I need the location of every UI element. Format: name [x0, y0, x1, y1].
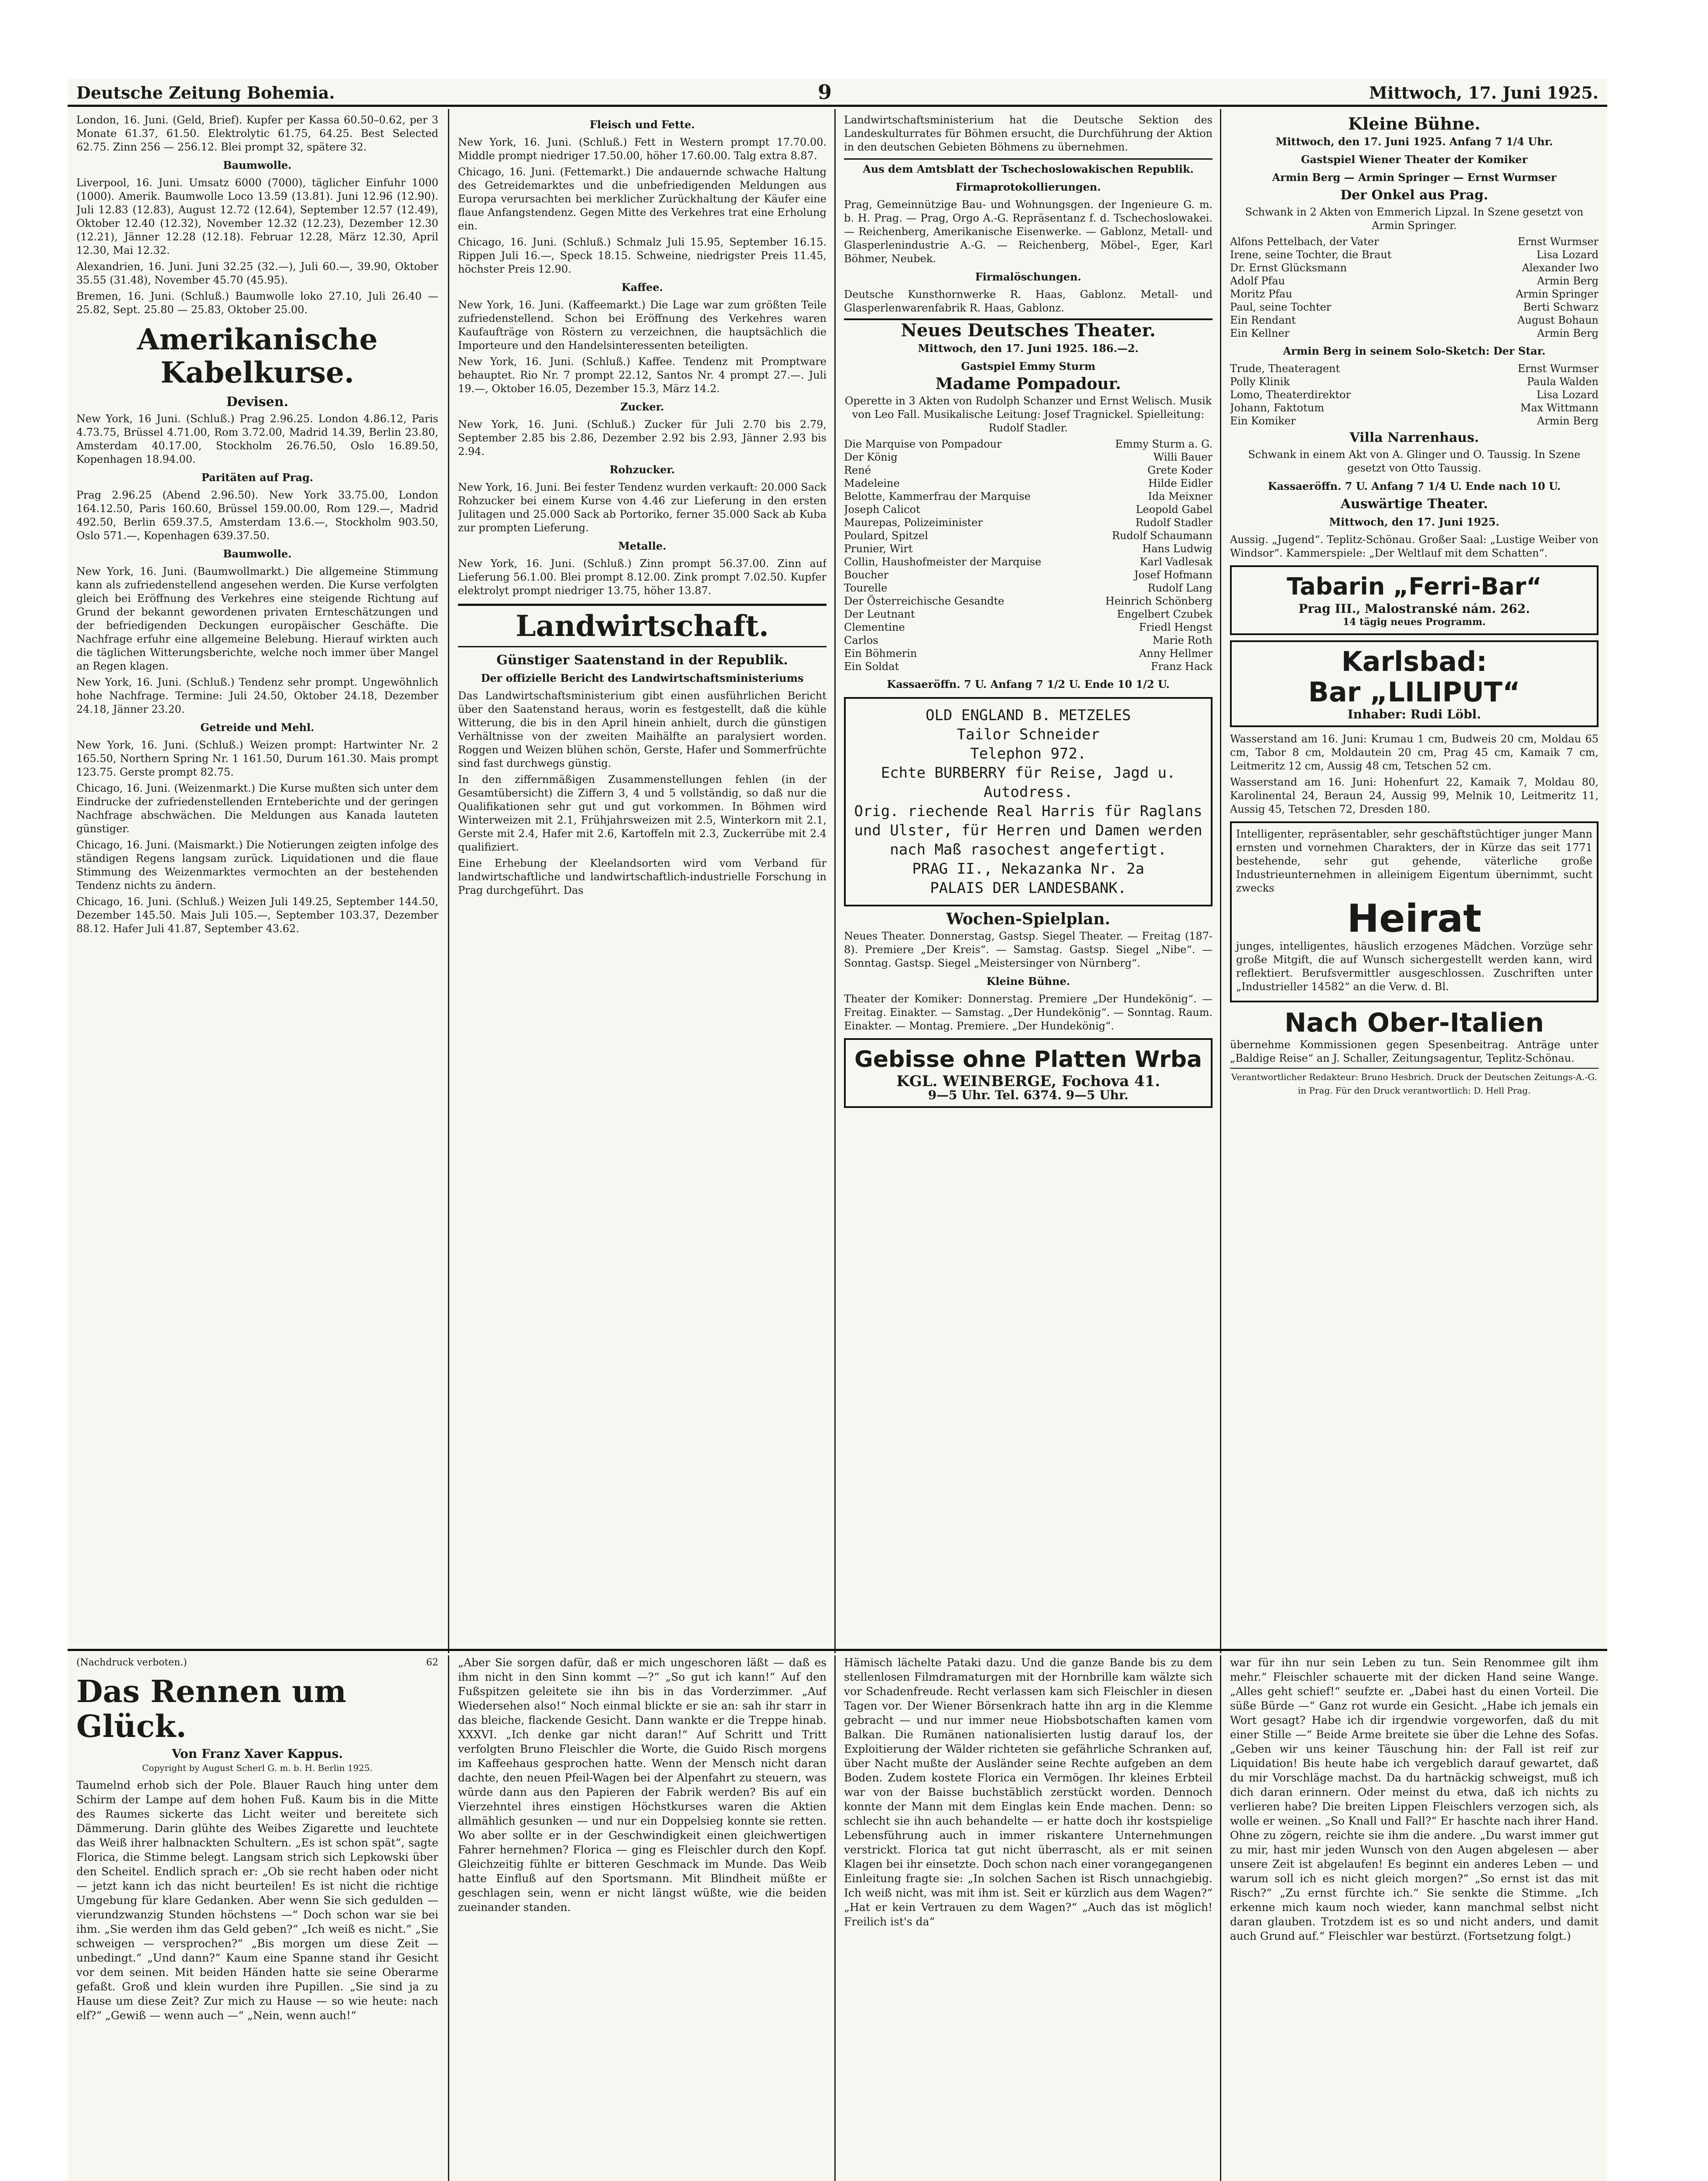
cast-row: [1230, 327, 1599, 340]
section-heading: Getreide und Mehl.: [200, 721, 314, 734]
actor-name: Lisa Lozard: [1536, 389, 1599, 401]
cast-row: [1230, 274, 1599, 287]
theater-text: Aussig. „Jugend“. Teplitz-Schönau. Großer Saal: „Lustige Weiber von Windsor“. Kammerspiele: „Der Weltlauf mit dem Schatten“.: [1230, 533, 1599, 559]
section-heading: Firmaprotokollierungen.: [956, 181, 1101, 193]
role-name: Joseph Calicot: [844, 503, 920, 516]
role-name: Johann, Faktotum: [1230, 402, 1324, 414]
role-name: Der König: [844, 451, 898, 463]
ad-title: Heirat: [1347, 896, 1482, 941]
theater-date: Mittwoch, den 17. Juni 1925. 186.—2.: [918, 342, 1139, 355]
theater-heading: Kleine Bühne.: [1348, 114, 1481, 133]
masthead: [68, 79, 1607, 107]
play-credits: Schwank in 2 Akten von Emmerich Lipzal. In Szene gesetzt von Armin Springer.: [1245, 206, 1584, 232]
column-rule: [834, 1655, 836, 2181]
role-name: Lomo, Theaterdirektor: [1230, 389, 1351, 401]
tailor-ad: [844, 697, 1213, 906]
role-name: Der Leutnant: [844, 608, 915, 620]
water-level-text: Wasserstand am 16. Juni: Krumau 1 cm, Budweis 20 cm, Moldau 65 cm, Tabor 8 cm, Moldautein 20 cm, Prag 45 cm, Kamaik 7 cm, Leitmeritz 12 cm, Aussig 48 cm, Tetschen 52 cm.: [1230, 733, 1599, 772]
ad-line: PRAG II., Nekazanka Nr. 2a: [912, 860, 1144, 878]
cast-row: [1230, 301, 1599, 314]
paper-name: Deutsche Zeitung Bohemia.: [76, 83, 335, 103]
cast-row: [844, 516, 1213, 529]
actor-name: Armin Berg: [1537, 275, 1599, 287]
actor-name: Josef Hofmann: [1134, 569, 1213, 581]
actor-name: Armin Berg: [1537, 415, 1599, 427]
market-report: New York, 16. Juni. (Schluß.) Tendenz sehr prompt. Ungewöhnlich hohe Nachfrage. Termine: Juli 24.50, Oktober 24.18, Dezember 24.18, Jänner 23.20.: [76, 676, 438, 715]
market-report: Liverpool, 16. Juni. Umsatz 6000 (7000), täglicher Einfuhr 1000 (1000). Amerik. Baumwolle Loco 13.59 (13.81). Juni 12.96 (12.90). Juli 12.83 (12.83), August 12.72 (12.64), September 12.57 (12.49), Oktober 12.40 (12.32), November 12.32 (12.23), Dezember 12.30 (12.21), Jänner 12.28 (12.18). Februar 12.28, März 12.30, April 12.30, Mai 12.32.: [76, 177, 438, 256]
role-name: Irene, seine Tochter, die Braut: [1230, 249, 1392, 261]
schedule-text: Neues Theater. Donnerstag, Gastsp. Siegel Theater. — Freitag (187-8). Premiere „Der Kreis“. — Samstag. Gastsp. Siegel „Nibe“. — Sonntag. Gastsp. Siegel „Meistersinger von Nürnberg“.: [844, 930, 1213, 969]
actor-name: Heinrich Schönberg: [1105, 595, 1213, 607]
role-name: Ein Böhmerin: [844, 647, 917, 660]
reprint-note: (Nachdruck verboten.): [76, 1657, 187, 1668]
theater-date: Mittwoch, den 17. Juni 1925. Anfang 7 1/4 Uhr.: [1275, 135, 1553, 148]
section-heading: Devisen.: [226, 394, 289, 410]
role-name: Trude, Theateragent: [1230, 362, 1340, 375]
article-text: In den ziffernmäßigen Zusammenstellungen fehlen (in der Gesamtübersicht) die Ziffern 3, 4 und 5 vollständig, so daß nur die Qualifikationen sehr gut und gut vorkommen. In Böhmen wird Winterweizen mit 2.1, Frühjahrsweizen mit 2.5, Winterkorn mit 2.1, Gerste mit 2.4, Hafer mit 2.6, Kartoffeln mit 2.3, Zuckerrübe mit 2.4 qualifiziert.: [458, 773, 827, 853]
ad-note: 14 tägig neues Programm.: [1342, 616, 1486, 628]
actor-name: Ernst Wurmser: [1517, 362, 1599, 375]
section-heading: Aus dem Amtsblatt der Tschechoslowakischen Republik.: [844, 158, 1213, 176]
cast-row: [844, 568, 1213, 581]
novel-text: war für ihn nur sein Leben zu tun. Sein Renommee gilt ihm mehr.“ Fleischler schauerte mit der dicken Hand seine Wange. „Alles geht schief!“ seufzte er. „Dabei hast du einen Vorteil. Die süße Bürde —“ Ganz rot wurde ein Gesicht. „Habe ich jemals ein Wort gesagt? Habe ich dir irgendwie vorgeworfen, daß du mit einer Stille —“ Beide Arme breitete sie über die Lehne des Sofas. „Geben wir uns keiner Täuschung hin: der Fall ist reif zur Liquidation! Bis heute habe ich vergeblich darauf gewartet, daß du mir Vorschläge machst. Da du hartnäckig schweigst, muß ich dich daran erinnern. Oder meinst du etwa, daß ich nichts zu verlieren habe? Die breiten Lippen Fleischlers verzogen sich, als wolle er weinen. „So Knall und Fall?“ Er haschte nach ihrer Hand. Ohne zu zögern, reichte sie ihm die andere. „Du warst immer gut zu mir, hast mir jeden Wunsch von den Augen abgelesen — aber unsere Zeit ist abgelaufen! Es beginnt ein anderes Leben — und warum soll ich es nicht gleich morgen?“ „So ernst ist das mit Risch?“ „Zu ernst fürchte ich.“ Sie senkte die Stimme. „Ich erkenne mich kaum noch wieder, kann manchmal selbst nicht daran glauben. Trotzdem ist es so und nicht anders, und damit auch Grund auf.“ Fleischler war bestürzt. (Fortsetzung folgt.): [1230, 1656, 1599, 1942]
section-heading: Zucker.: [620, 400, 664, 413]
actor-name: Lisa Lozard: [1536, 249, 1599, 261]
role-name: Clementine: [844, 621, 905, 633]
cast-row: [844, 490, 1213, 503]
actor-name: Anny Hellmer: [1139, 647, 1213, 660]
dentist-ad: [844, 1038, 1213, 1108]
novel-text: Taumelnd erhob sich der Pole. Blauer Rauch hing unter dem Schirm der Lampe auf dem hohen Fuß. Kaum bis in die Mitte des Raumes sickerte das Licht weiter und bereitete sich Dämmerung. Darin glühte des Weibes Zigarette und leuchtete das Weiß ihrer halbnackten Schultern. „Es ist schon spät“, sagte Florica, die Stimme belegt. Langsam strich sich Lepkowski über den Scheitel. Endlich sprach er: „Ob sie recht haben oder nicht — jetzt kann ich das nicht beurteilen! Es ist nicht die richtige Umgebung für klare Gedanken. Aber wenn Sie sich gedulden — vierundzwanzig Stunden höchstens —“ Doch schon war sie bei ihm. „Sie werden ihm das Geld geben?“ „Ich weiß es nicht.“ „Sie schweigen — versprochen?“ „Bis morgen um diese Zeit — unbedingt.“ „Und dann?“ Kaum eine Spanne stand ihr Gesicht vor dem seinen. Mit beiden Händen hatte sie seine Oberarme gefaßt. Groß und klein wurden ihre Pupillen. „Sie sind ja zu Hause um diese Zeit? Zur mich zu Hause — so wie heute: nach elf?“ „Gewiß — wenn auch —“ „Nein, wenn auch!“: [76, 1779, 438, 2022]
serial-column: [458, 1655, 827, 2181]
notice-text: Prag, Gemeinnützige Bau- und Wohnungsgen. der Ingenieure G. m. b. H. Prag. — Prag, Orgo A.-G. Repräsentanz f. d. Tschechoslowakei. — Reichenberg, Amerikanische Eisenwerke. — Gablonz, Metall- und Glasperlenindustrie A.-G. — Reichenberg, Möbel-, Eger, Karl Böhmer, Neubek.: [844, 198, 1213, 265]
novel-text: „Aber Sie sorgen dafür, daß er mich ungeschoren läßt — daß es ihm nicht in den Sinn kommt —?“ „So gut ich kann!“ Auf den Fußspitzen geleitete sie ihn bis in das Vorderzimmer. „Auf Wiedersehen also!“ Noch einmal blickte er sie an: sah ihr starr in das bleiche, flackende Gesicht. Dann wankte er die Treppe hinab. XXXVI. „Ich denke gar nicht daran!“ Auf Schritt und Tritt verfolgten Bruno Fleischler die Worte, die Guido Risch morgens im Kaffeehaus gesprochen hatte. Wenn der Mensch nicht daran dachte, den neuen Pfeil-Wagen bei der Alpenfahrt zu steuern, was würde dann aus den Papieren der Fabrik werden? Bis auf ein Vierzehntel ihres einstigen Höchstkurses waren die Aktien allmählich gesunken — und nur ein Doppelsieg konnte sie retten. Wo aber sollte er in der Geschwindigkeit einen gleichwertigen Fahrer hernehmen? Florica — ging es Fleischler durch den Kopf. Gleichzeitig fühlte er bitteren Geschmack im Munde. Das Weib hatte Einfluß auf den Sportsmann. Mit Blindheit müßte er geschlagen sein, wenn er nicht längst wüßte, wie die beiden zueinander standen.: [458, 1656, 827, 1914]
actor-name: Hilde Eidler: [1148, 477, 1213, 489]
role-name: Belotte, Kammerfrau der Marquise: [844, 490, 1031, 503]
actor-name: Rudolf Schaumann: [1112, 530, 1213, 542]
serial-column: [844, 1655, 1213, 2181]
cast-row: [844, 503, 1213, 516]
actor-name: Emmy Sturm a. G.: [1115, 438, 1213, 450]
theater-heading: Auswärtige Theater.: [1340, 496, 1488, 512]
novel-author: Von Franz Xaver Kappus.: [171, 1747, 343, 1761]
column-rule: [834, 109, 836, 1653]
market-column: [76, 113, 438, 1640]
market-report: Chicago, 16. Juni. (Schluß.) Schmalz Juli 15.95, September 16.15. Rippen Juli 16.—, Speck 18.15. Schweine, niedrigster Preis 11.45, höchster Preis 12.90.: [458, 236, 827, 275]
actor-name: Marie Roth: [1152, 634, 1213, 646]
actor-name: Franz Hack: [1151, 660, 1213, 673]
weekly-schedule-heading: Wochen-Spielplan.: [946, 910, 1110, 928]
article-text: Eine Erhebung der Kleelandsorten wird vom Verband für landwirtschaftliche und landwirtschaftlich-industrielle Forschung in Prag durchgeführt. Das: [458, 857, 827, 896]
role-name: Tourelle: [844, 582, 888, 594]
copyright: Copyright by August Scherl G. m. b. H. Berlin 1925.: [142, 1763, 373, 1773]
ad-line: OLD ENGLAND B. METZELES: [926, 707, 1131, 724]
section-heading: Baumwolle.: [223, 159, 292, 171]
article-text: Das Landwirtschaftsministerium gibt einen ausführlichen Bericht über den Saatenstand heraus, worin es festgestellt, daß die kühle Witterung, die bis in den April hinein anhielt, durch die günstigen Verhältnisse von der zweiten Maihälfte an paralysiert worden. Roggen und Weizen blühen schön, Gerste, Hafer und Sommerfrüchte sind fast durchwegs günstig.: [458, 690, 827, 769]
serial-column: [1230, 1655, 1599, 2181]
column-rule: [1220, 109, 1221, 1653]
role-name: Ein Kellner: [1230, 327, 1290, 339]
tabarin-ad: [1230, 565, 1599, 635]
role-name: Poulard, Spitzel: [844, 530, 928, 542]
ad-text: Intelligenter, repräsentabler, sehr geschäftstüchtiger junger Mann ernsten und vornehmen Charakters, der in Kürze das seit 1771 bestehende, sehr gut gehende, väterliche große Industrieunternehmen in alleinigem Eigentum übernimmt, sucht zwecks: [1236, 828, 1592, 894]
role-name: Polly Klinik: [1230, 376, 1290, 388]
market-report: New York, 16. Juni. (Schluß.) Zucker für Juli 2.70 bis 2.79, September 2.85 bis 2.86, Dezember 2.92 bis 2.93, Jänner 2.93 bis 2.94.: [458, 418, 827, 458]
novel-title: Das Rennen um Glück.: [76, 1673, 347, 1744]
market-report: London, 16. Juni. (Geld, Brief). Kupfer per Kassa 60.50–0.62, per 3 Monate 61.37, 61.50. Elektrolytic 61.75, 64.25. Best Selected 62.75. Zinn 256 — 256.12. Blei prompt 32, spätere 32.: [76, 114, 438, 153]
article-text: Landwirtschaftsministerium hat die Deutsche Sektion des Landeskulturrates für Böhmen ersucht, die Durchführung der Aktion in den deutschen Gebieten Böhmens zu übernehmen.: [844, 114, 1213, 153]
italy-ad-title: Nach Ober-Italien: [1284, 1008, 1544, 1038]
role-name: Prunier, Wirt: [844, 543, 913, 555]
role-name: Moritz Pfau: [1230, 288, 1292, 300]
actor-name: Max Wittmann: [1520, 402, 1599, 414]
role-name: René: [844, 464, 871, 476]
notices-column: [844, 113, 1213, 1640]
column-rule: [448, 1655, 449, 2181]
cast-row: [1230, 248, 1599, 261]
market-report: Chicago, 16. Juni. (Fettemarkt.) Die andauernde schwache Haltung des Getreidemarktes und die unbefriedigenden Meldungen aus Europa verursachten bei merklicher Zurückhaltung der Käufer eine flaue Anfangstendenz. Gegen Mitte des Verkehres trat eine Erholung ein.: [458, 166, 827, 232]
market-report: New York, 16. Juni. Bei fester Tendenz wurden verkauft: 20.000 Sack Rohzucker bei einem Kurse von 4.46 zur Lieferung in den ersten Julitagen und 25.000 Sack ab Portoriko, ferner 35.000 Sack ab Kuba zur prompten Lieferung.: [458, 481, 827, 534]
play-title: Madame Pompadour.: [935, 375, 1121, 393]
cast-row: [1230, 388, 1599, 401]
section-heading: Rohzucker.: [609, 463, 675, 476]
cast-row: [1230, 261, 1599, 274]
market-report: Chicago, 16. Juni. (Maismarkt.) Die Notierungen zeigten infolge des ständigen Regens langsam zurück. Liquidationen und die flaue Stimmung des Weizenmarktes vermochten an der bestehenden Tendenz nichts zu ändern.: [76, 839, 438, 892]
actor-name: Friedl Hengst: [1139, 621, 1213, 633]
italy-ad-text: übernehme Kommissionen gegen Spesenbeitrag. Anträge unter „Baldige Reise“ an J. Schaller, Zeitungsagentur, Teplitz-Schönau.: [1230, 1039, 1599, 1064]
theater-guest: Gastspiel Wiener Theater der Komiker: [1301, 153, 1528, 166]
ad-line: Tailor Schneider: [956, 726, 1100, 743]
article-subhead: Der offizielle Bericht des Landwirtschaftsministeriums: [481, 672, 804, 684]
ad-owner: Inhaber: Rudi Löbl.: [1347, 707, 1481, 721]
market-report: New York, 16. Juni. (Schluß.) Zinn prompt 56.37.00. Zinn auf Lieferung 56.1.00. Blei prompt 8.12.00. Zink prompt 7.02.50. Kupfer elektrolyt prompt niedriger 13.75, höher 13.87.: [458, 557, 827, 597]
role-name: Maurepas, Polizeiminister: [844, 516, 983, 529]
water-level-text: Wasserstand am 16. Juni: Hohenfurt 22, Kamaik 7, Moldau 80, Karolinental 24, Beraun 24, Aussig 99, Melnik 10, Leitmeritz 11, Aussig 45, Tetschen 72, Dresden 180.: [1230, 776, 1599, 815]
role-name: Ein Soldat: [844, 660, 899, 673]
section-heading: Metalle.: [618, 540, 666, 552]
market-report: New York, 16. Juni. (Schluß.) Kaffee. Tendenz mit Promptware behauptet. Rio Nr. 7 prompt 22.12, Santos Nr. 4 prompt 27.—. Juli 19.—, Oktober 16.05, Dezember 15.3, März 14.2.: [458, 356, 827, 395]
role-name: Die Marquise von Pompadour: [844, 438, 1002, 450]
theater-date: Mittwoch, den 17. Juni 1925.: [1329, 516, 1500, 528]
section-heading: Baumwolle.: [223, 547, 292, 560]
cast-row: [844, 595, 1213, 608]
section-heading: Firmalöschungen.: [975, 270, 1082, 283]
role-name: Madeleine: [844, 477, 900, 489]
section-heading: Kaffee.: [621, 281, 663, 294]
cast-row: [844, 477, 1213, 490]
actor-name: Rudolf Lang: [1148, 582, 1213, 594]
serial-column: [76, 1655, 438, 2181]
role-name: Ein Komiker: [1230, 415, 1296, 427]
schedule-text: Theater der Komiker: Donnerstag. Premiere „Der Hundekönig“. — Freitag. Einakter. — Samstag. „Der Hundekönig“. — Sonntag. Raum. Einakter. — Montag. Premiere. „Der Hundekönig“.: [844, 993, 1213, 1032]
cast-list: [1230, 235, 1599, 340]
actor-name: August Bohaun: [1517, 314, 1599, 326]
issue-date: Mittwoch, 17. Juni 1925.: [1369, 83, 1599, 103]
cast-row: [1230, 401, 1599, 414]
market-report: New York, 16 Juni. (Schluß.) Prag 2.96.25. London 4.86.12, Paris 4.73.75, Brüssel 4.71.00, Rom 3.72.00, Madrid 14.39, Berlin 23.80, Amsterdam 40.17.00, Stockholm 26.76.50, Oslo 16.89.50, Kopenhagen 18.94.00.: [76, 413, 438, 465]
ad-text: junges, intelligentes, häuslich erzogenes Mädchen. Vorzüge sehr große Mitgift, die auf Wunsch sichergestellt werden kann, wird reflektiert. Berufsvermittler ausgeschlossen. Zuschriften unter „Industrieller 14582“ an die Verw. d. Bl.: [1236, 940, 1592, 993]
cast-row: [844, 660, 1213, 673]
actor-name: Paula Walden: [1527, 376, 1599, 388]
role-name: Alfons Pettelbach, der Vater: [1230, 236, 1379, 248]
market-report: New York, 16. Juni. (Baumwollmarkt.) Die allgemeine Stimmung kann als zufriedenstellend angesehen werden. Die Kurse verfolgten gleich bei Eröffnung des Verkehres eine steigende Richtung auf Grund der bekannt gewordenen privaten Ernteschätzungen und der befriedigenden Deckungen europäischer Geschäfte. Die Nachfrage erfuhr eine allgemeine Belebung. Hierauf wirkten auch die täglichen Witterungsberichte, welche noch immer über Mangel an Regen klagen.: [76, 565, 438, 672]
actor-name: Engelbert Czubek: [1117, 608, 1213, 620]
actor-name: Alexander Iwo: [1522, 262, 1599, 274]
theater-guest: Gastspiel Emmy Sturm: [961, 360, 1096, 373]
ad-hours: 9—5 Uhr. Tel. 6374. 9—5 Uhr.: [928, 1088, 1129, 1102]
ad-title: Gebisse ohne Platten Wrba: [854, 1046, 1202, 1073]
cast-row: [1230, 235, 1599, 248]
section-title: Amerikanische Kabelkurse.: [137, 322, 378, 390]
ad-line: Telephon 972.: [970, 745, 1086, 762]
feuilleton: [68, 1655, 1607, 2181]
theater-column: [1230, 113, 1599, 1640]
role-name: Adolf Pfau: [1230, 275, 1285, 287]
role-name: Boucher: [844, 569, 889, 581]
market-report: New York, 16. Juni. (Schluß.) Weizen prompt: Hartwinter Nr. 2 165.50, Northern Spring Nr. 1 161.50, Durum 161.30. Mais prompt 123.75. Gerste prompt 82.75.: [76, 739, 438, 778]
section-heading: Fleisch und Fette.: [589, 118, 695, 131]
cast-row: [1230, 314, 1599, 327]
cast-row: [844, 529, 1213, 542]
role-name: Der Österreichische Gesandte: [844, 595, 1004, 607]
actor-name: Ernst Wurmser: [1517, 236, 1599, 248]
market-report: New York, 16. Juni. (Kaffeemarkt.) Die Lage war zum größten Teile zufriedenstellend. Schon bei Eröffnung des Verkehres waren Kaufaufträge von Röstern zu verzeichnen, die hauptsächlich die Importeure und den Handelsinteressenten beteiligten.: [458, 299, 827, 352]
theater-heading: Neues Deutsches Theater.: [844, 318, 1213, 337]
article-headline: Günstiger Saatenstand in der Republik.: [496, 653, 788, 668]
market-report: Alexandrien, 16. Juni. Juni 32.25 (32.—), Juli 60.—, 39.90, Oktober 35.55 (31.48), November 45.70 (45.95).: [76, 260, 438, 286]
imprint: Verantwortlicher Redakteur: Bruno Hesbrich. Druck der Deutschen Zeitungs-A.-G. in Prag. Für den Druck verantwortlich: D. Hell Prag.: [1230, 1068, 1599, 1097]
column-rule: [1220, 1655, 1221, 2181]
play-title: Villa Narrenhaus.: [1349, 430, 1479, 445]
ad-line: PALAIS DER LANDESBANK.: [930, 879, 1127, 897]
cast-row: [844, 621, 1213, 634]
section-title: Landwirtschaft.: [458, 604, 827, 647]
feuilleton-rule: [68, 1649, 1607, 1651]
ad-title: Tabarin „Ferri-Bar“: [1287, 573, 1542, 600]
play-title: Der Onkel aus Prag.: [1340, 188, 1488, 203]
ad-address: Prag III., Malostranské nám. 262.: [1298, 602, 1530, 616]
cast-row: [1230, 414, 1599, 427]
role-name: Dr. Ernst Glücksmann: [1230, 262, 1347, 274]
role-name: Collin, Haushofmeister der Marquise: [844, 556, 1042, 568]
cast-row: [844, 647, 1213, 660]
cast-row: [844, 451, 1213, 464]
column-rule: [448, 109, 449, 1653]
market-report: New York, 16. Juni. (Schluß.) Fett in Western prompt 17.70.00. Middle prompt niedriger 17.50.00, höher 17.60.00. Talg extra 8.87.: [458, 136, 827, 162]
market-report: Chicago, 16. Juni. (Weizenmarkt.) Die Kurse mußten sich unter dem Eindrucke der zufriedenstellenden Ernteberichte und der geringen Nachfrage abschwächen. Die Meldungen aus Kanada lauteten günstiger.: [76, 782, 438, 835]
cast-row: [1230, 362, 1599, 375]
cast-row: [844, 555, 1213, 568]
actor-name: Ida Meixner: [1148, 490, 1213, 503]
page-number: 9: [818, 80, 832, 104]
role-name: Ein Rendant: [1230, 314, 1296, 326]
market-report: Prag 2.96.25 (Abend 2.96.50). New York 33.75.00, London 164.12.50, Paris 160.60, Brüssel 159.00.00, Rom 129.—, Madrid 492.50, Berlin 659.37.5, Amsterdam 13.6.—, Stockholm 903.50, Oslo 571.—, Kopenhagen 639.37.50.: [76, 489, 438, 542]
actor-name: Leopold Gabel: [1136, 503, 1213, 516]
cast-row: [844, 438, 1213, 451]
theater-times: Kassaeröffn. 7 U. Anfang 7 1/2 U. Ende 10 1/2 U.: [887, 678, 1170, 691]
ad-address: KGL. WEINBERGE, Fochova 41.: [896, 1073, 1160, 1090]
actor-name: Hans Ludwig: [1142, 543, 1213, 555]
actor-name: Willi Bauer: [1153, 451, 1213, 463]
actor-name: Karl Vadlesak: [1140, 556, 1213, 568]
play-credits: Schwank in einem Akt von A. Glinger und O. Taussig. In Szene gesetzt von Otto Taussig.: [1248, 448, 1581, 474]
cast-row: [844, 581, 1213, 595]
ad-title: Karlsbad:: [1341, 646, 1487, 677]
actor-name: Armin Springer: [1516, 288, 1599, 300]
section-heading: Kleine Bühne.: [986, 975, 1070, 988]
actor-name: Grete Koder: [1147, 464, 1213, 476]
cast-row: [844, 464, 1213, 477]
cast-row: [844, 542, 1213, 555]
novel-text: Hämisch lächelte Pataki dazu. Und die ganze Bande bis zu dem stellenlosen Filmdramaturgen mit der Hornbrille kam wälzte sich vor Schadenfreude. Recht verlassen kam sich Fleischler in diesen Tagen vor. Der Wiener Börsenkrach hatte ihn arg in die Klemme gebracht — und nur immer neue Hiobsbotschaften kamen vom Balkan. Die Rumänen nationalisierten lustig darauf los, der Exploitierung der Wälder richteten sie gefährliche Schranken auf, über Nacht mußte der Ausländer seine Rechte aufgeben an dem Boden. Zudem kostete Florica ein Vermögen. Ihr kleines Erbteil war von der Baisse buchstäblich zerstückt worden. Dennoch konnte der Mann mit dem Einglas kein Ende machen. Denn: so schlecht sie ihn auch behandelte — er hatte doch ihr kostspielige Lebensführung auch in immer riskantere Unternehmungen verstrickt. Florica tat gut nicht überrascht, als er mit seinen Klagen bei ihr einsetzte. Doch schon nach einer vorangegangenen Einleitung fragte sie: „In solchen Sachen ist Risch unnachgiebig. Ich weiß nicht, was mit ihm ist. Seit er kürzlich aus dem Wagen?“ „Hat er kein Vertrauen zu dem Wagen?“ „Auch das ist möglich! Freilich ist's da“: [844, 1656, 1213, 1928]
installment-number: 62: [426, 1657, 438, 1668]
notice-text: Deutsche Kunsthornwerke R. Haas, Gablonz. Metall- und Glasperlenwarenfabrik R. Haas, Gablonz.: [844, 288, 1213, 314]
ad-line: Echte BURBERRY für Reise, Jagd u. Autodress.: [881, 764, 1176, 801]
market-report: Bremen, 16. Juni. (Schluß.) Baumwolle loko 27.10, Juli 26.40 — 25.82, Sept. 25.80 — 25.83, Oktober 25.00.: [76, 290, 438, 316]
cast-list: [1230, 362, 1599, 427]
actor-name: Armin Berg: [1537, 327, 1599, 339]
cast-row: [1230, 375, 1599, 388]
theater-times: Kassaeröffn. 7 U. Anfang 7 1/4 U. Ende nach 10 U.: [1267, 480, 1561, 492]
marriage-ad: [1230, 821, 1599, 1002]
karlsbad-ad: [1230, 640, 1599, 727]
cast-list: [844, 438, 1213, 673]
role-name: Paul, seine Tochter: [1230, 301, 1332, 313]
play-credits: Operette in 3 Akten von Rudolph Schanzer und Ernst Welisch. Musik von Leo Fall. Musikalische Leitung: Josef Tragnickel. Spielleitung: Rudolf Stadler.: [844, 395, 1212, 434]
section-heading: Paritäten auf Prag.: [201, 471, 314, 484]
actor-name: Rudolf Stadler: [1135, 516, 1213, 529]
cast-row: [1230, 287, 1599, 301]
theater-cast-line: Armin Berg — Armin Springer — Ernst Wurmser: [1272, 171, 1557, 184]
cast-row: [844, 608, 1213, 621]
sketch-line: Armin Berg in seinem Solo-Sketch: Der Star.: [1283, 345, 1546, 357]
market-report: Chicago, 16. Juni. (Schluß.) Weizen Juli 149.25, September 144.50, Dezember 145.50. Mais Juli 105.—, September 103.37, Dezember 88.12. Hafer Juli 41.87, September 43.62.: [76, 896, 438, 935]
role-name: Carlos: [844, 634, 878, 646]
cast-row: [844, 634, 1213, 647]
market-column-2: [458, 113, 827, 1640]
ad-line: Orig. riechende Real Harris für Raglans und Ulster, für Herren und Damen werden nach Maß rasochest angefertigt.: [854, 803, 1202, 858]
newspaper-page: [68, 79, 1607, 2181]
ad-title: Bar „LILIPUT“: [1308, 676, 1520, 708]
actor-name: Berti Schwarz: [1523, 301, 1599, 313]
